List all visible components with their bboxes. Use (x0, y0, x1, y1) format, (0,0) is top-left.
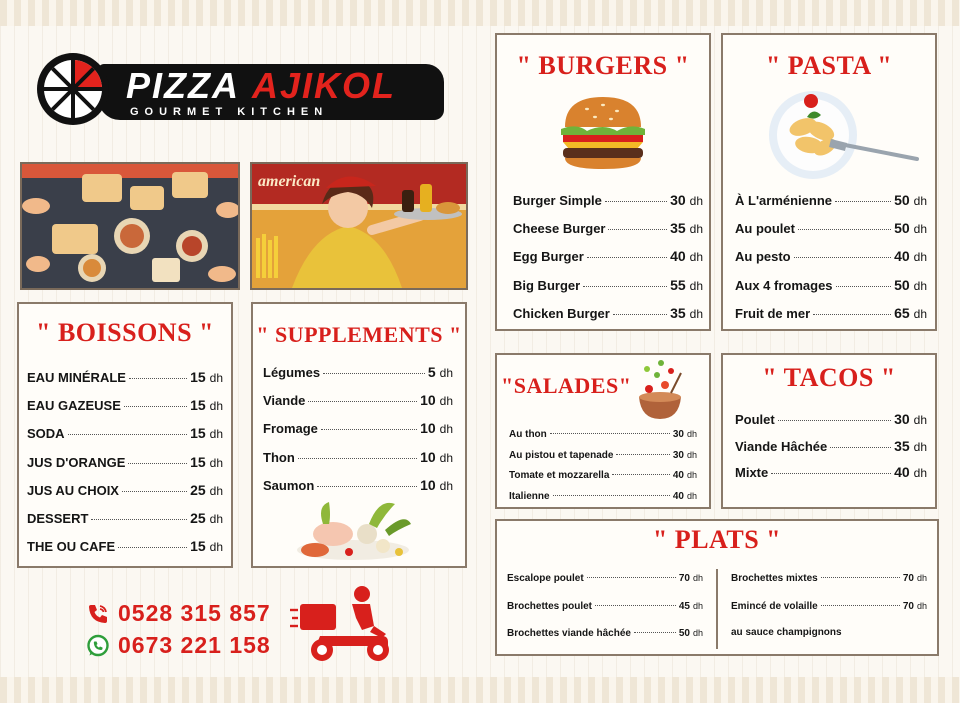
menu-item-currency: dh (686, 470, 697, 480)
menu-item-name: JUS D'ORANGE (27, 454, 126, 470)
menu-item-price: 70 (902, 573, 914, 584)
retro-waitress-photo (250, 162, 468, 290)
vegetables-icon (293, 494, 415, 564)
menu-item-leader-dots (798, 229, 891, 230)
menu-item-currency: dh (686, 449, 697, 460)
menu-item-price: 35 (670, 304, 686, 321)
menu-item-currency: dh (913, 466, 927, 480)
menu-item-leader-dots (550, 433, 670, 434)
menu-item-name: Viande (263, 393, 306, 409)
menu-item-currency: dh (209, 427, 223, 442)
menu-item-price: 15 (190, 538, 206, 555)
menu-item-name: Escalope poulet (507, 573, 584, 584)
phone-number: 0528 315 857 (118, 600, 271, 626)
menu-item-leader-dots (613, 314, 667, 315)
menu-item-currency: dh (439, 478, 453, 493)
whatsapp-icon (86, 634, 110, 658)
menu-item-currency: dh (692, 573, 703, 583)
menu-item-currency: dh (916, 600, 927, 611)
menu-item-currency: dh (689, 278, 703, 293)
menu-item-leader-dots (830, 447, 891, 448)
menu-item-price: 55 (670, 276, 686, 293)
menu-item-name: SODA (27, 426, 65, 442)
menu-item (27, 425, 223, 441)
boissons-title: " BOISSONS " (36, 318, 214, 347)
menu-item-name: Cheese Burger (513, 221, 606, 237)
menu-item-currency: dh (209, 483, 223, 498)
menu-item-name: Brochettes poulet (507, 600, 593, 612)
menu-item-name: Au pesto (735, 249, 791, 265)
plats-note-text: au sauce champignons (731, 627, 842, 638)
menu-item-leader-dots (608, 229, 667, 230)
menu-item-leader-dots (835, 201, 891, 202)
menu-item-name: EAU GAZEUSE (27, 398, 121, 414)
logo-tagline: GOURMET KITCHEN (130, 106, 329, 118)
menu-item-currency: dh (209, 455, 223, 470)
menu-item-leader-dots (595, 605, 676, 606)
menu-item-leader-dots (583, 286, 667, 287)
menu-item (735, 411, 927, 427)
menu-item-name: Brochettes viande hâchée (507, 628, 631, 639)
menu-item-leader-dots (129, 378, 187, 379)
menu-item-currency: dh (209, 371, 223, 385)
menu-item (735, 305, 927, 321)
menu-item (735, 277, 927, 293)
plats-right-note (731, 627, 842, 638)
menu-item-leader-dots (587, 577, 676, 578)
menu-item-currency: dh (913, 278, 927, 293)
menu-item (735, 438, 927, 454)
menu-item-leader-dots (321, 429, 417, 430)
whatsapp-number: 0673 221 158 (118, 632, 271, 658)
menu-item-currency: dh (916, 573, 927, 583)
menu-item (27, 397, 223, 413)
menu-item (731, 601, 927, 612)
menu-item-price: 40 (672, 490, 684, 502)
menu-item-leader-dots (794, 257, 891, 258)
menu-item-name: THE OU CAFE (27, 539, 116, 555)
menu-item (509, 429, 697, 440)
menu-item-name: Légumes (263, 365, 321, 380)
menu-item-name: Mixte (735, 465, 769, 480)
menu-item-leader-dots (778, 420, 891, 421)
phone-icon (86, 602, 110, 626)
tacos-section (721, 353, 937, 509)
menu-item (513, 305, 703, 321)
menu-item-name: JUS AU CHOIX (27, 482, 119, 498)
supplements-title: " SUPPLEMENTS " (256, 322, 462, 347)
menu-item-leader-dots (323, 373, 425, 374)
plats-section (495, 519, 939, 656)
menu-item-price: 40 (672, 470, 684, 481)
menu-item-leader-dots (821, 605, 900, 606)
menu-item-name: Big Burger (513, 277, 581, 293)
menu-item-price: 50 (894, 220, 910, 237)
menu-item-leader-dots (605, 201, 667, 202)
menu-item-leader-dots (298, 458, 417, 459)
pizza-wheel-icon (34, 50, 112, 128)
menu-item-price: 30 (894, 411, 910, 427)
menu-item (513, 248, 703, 264)
menu-item (27, 369, 223, 385)
burger-icon (557, 93, 649, 173)
menu-item-price: 10 (420, 392, 436, 409)
menu-item-price: 40 (894, 464, 910, 480)
menu-item-currency: dh (913, 439, 927, 454)
food-table-photo (20, 162, 240, 290)
menu-item-leader-dots (553, 495, 670, 496)
salades-title: "SALADES" (501, 373, 632, 398)
menu-item (509, 491, 697, 502)
menu-item-currency: dh (686, 429, 697, 439)
menu-item-price: 25 (190, 510, 206, 526)
menu-item-leader-dots (118, 547, 187, 548)
menu-item (735, 248, 927, 264)
menu-item (507, 573, 703, 584)
menu-item-price: 35 (894, 437, 910, 454)
menu-item-currency: dh (209, 399, 223, 414)
food-table-illustration (22, 164, 238, 288)
menu-item-price: 15 (190, 397, 206, 414)
menu-item-name: Italienne (509, 490, 550, 502)
menu-item-price: 10 (420, 420, 436, 437)
top-border-stripe (0, 0, 960, 26)
menu-item-leader-dots (91, 519, 187, 520)
menu-item-name: Egg Burger (513, 249, 584, 265)
menu-item-name: Viande Hâchée (735, 438, 828, 454)
menu-item-price: 70 (902, 600, 914, 612)
menu-item-price: 50 (894, 276, 910, 293)
menu-item-currency: dh (439, 366, 453, 380)
bottom-border-stripe (0, 677, 960, 703)
menu-item-price: 70 (678, 573, 690, 584)
menu-item-price: 10 (420, 448, 436, 465)
menu-item-price: 5 (427, 364, 436, 380)
menu-item-currency: dh (689, 222, 703, 237)
plats-title: " PLATS " (652, 525, 782, 554)
retro-waitress-illustration (252, 164, 466, 288)
menu-item-leader-dots (122, 491, 187, 492)
menu-item-name: Emincé de volaille (731, 600, 818, 612)
pasta-title: " PASTA " (765, 51, 893, 80)
menu-item-currency: dh (692, 628, 703, 638)
salades-section (495, 353, 711, 509)
menu-item (27, 538, 223, 554)
tacos-title: " TACOS " (762, 363, 896, 392)
menu-item-price: 50 (894, 192, 910, 208)
menu-item (509, 470, 697, 481)
logo-word-ajikol: AJIKOL (252, 65, 397, 106)
menu-item-leader-dots (587, 257, 667, 258)
pasta-plate-icon (767, 87, 923, 183)
menu-item-name: Tomate et mozzarella (509, 470, 610, 481)
menu-item-leader-dots (821, 577, 900, 578)
menu-item-name: Chicken Burger (513, 305, 610, 321)
menu-item-leader-dots (68, 434, 188, 435)
menu-item (263, 477, 453, 493)
boissons-section (17, 302, 233, 568)
menu-item (507, 601, 703, 612)
logo-word-pizza: PIZZA (126, 65, 240, 106)
menu-item (735, 464, 927, 480)
burgers-title: " BURGERS " (516, 51, 690, 80)
phone-contact[interactable] (86, 600, 271, 627)
menu-item-leader-dots (634, 632, 676, 633)
menu-item-name: Fromage (263, 421, 318, 437)
menu-item-name: DESSERT (27, 511, 89, 526)
delivery-scooter-icon (290, 584, 394, 664)
menu-item-name: Aux 4 fromages (735, 277, 833, 293)
menu-item-currency: dh (689, 250, 703, 265)
menu-item-leader-dots (128, 463, 187, 464)
menu-item-price: 45 (678, 600, 690, 612)
menu-item (731, 573, 927, 584)
menu-item (263, 420, 453, 436)
menu-item-leader-dots (813, 314, 891, 315)
menu-item (27, 454, 223, 470)
menu-item-currency: dh (913, 250, 927, 265)
menu-item-currency: dh (689, 306, 703, 321)
menu-item-price: 40 (670, 248, 686, 265)
menu-item-name: EAU MINÉRALE (27, 370, 126, 385)
menu-item (507, 628, 703, 639)
menu-item (513, 192, 703, 208)
menu-item-name: Thon (263, 449, 295, 465)
menu-item-name: Au pistou et tapenade (509, 449, 614, 461)
salad-bowl-icon (635, 359, 685, 423)
menu-item-price: 10 (420, 476, 436, 493)
menu-item-leader-dots (771, 473, 891, 474)
menu-item (735, 192, 927, 208)
supplements-section (251, 302, 467, 568)
menu-item-leader-dots (308, 401, 417, 402)
menu-item (263, 449, 453, 465)
menu-item-currency: dh (689, 194, 703, 208)
menu-item-price: 35 (670, 220, 686, 237)
menu-item-price: 15 (190, 453, 206, 470)
menu-item-name: Brochettes mixtes (731, 573, 818, 584)
menu-item-name: Poulet (735, 412, 775, 427)
menu-item-leader-dots (317, 486, 417, 487)
menu-item-currency: dh (913, 194, 927, 208)
menu-item-price: 65 (894, 304, 910, 321)
menu-item-price: 30 (672, 449, 684, 461)
menu-item (263, 364, 453, 380)
menu-item-currency: dh (209, 540, 223, 555)
menu-item-leader-dots (836, 286, 892, 287)
whatsapp-contact[interactable] (86, 632, 271, 659)
menu-item-leader-dots (124, 406, 187, 407)
menu-item-name: Au thon (509, 429, 547, 440)
menu-item-currency: dh (209, 512, 223, 526)
plats-column-divider (716, 569, 718, 649)
menu-item-name: Fruit de mer (735, 305, 811, 321)
menu-item-currency: dh (439, 422, 453, 437)
menu-item-price: 40 (894, 248, 910, 265)
menu-item-currency: dh (692, 600, 703, 611)
menu-item-price: 30 (670, 192, 686, 208)
menu-item (263, 392, 453, 408)
menu-item-name: Saumon (263, 477, 315, 493)
menu-item-price: 30 (672, 429, 684, 440)
menu-item-name: Burger Simple (513, 193, 602, 208)
menu-item (735, 220, 927, 236)
menu-item-currency: dh (913, 306, 927, 321)
menu-item-currency: dh (913, 222, 927, 237)
menu-item-price: 15 (190, 369, 206, 385)
menu-item-price: 25 (190, 481, 206, 498)
menu-item-name: À L'arménienne (735, 193, 833, 208)
brand-logo (34, 50, 446, 128)
menu-item (513, 277, 703, 293)
menu-item-price: 15 (190, 425, 206, 442)
logo-wordmark (126, 65, 397, 106)
menu-item-price: 50 (678, 628, 690, 639)
menu-item-leader-dots (612, 474, 669, 475)
burgers-section (495, 33, 711, 331)
menu-item-currency: dh (686, 490, 697, 501)
retro-sign-text: american (258, 173, 321, 190)
menu-item (513, 220, 703, 236)
menu-item-currency: dh (913, 413, 927, 427)
menu-item (27, 482, 223, 498)
pasta-section (721, 33, 937, 331)
menu-item-name: Au poulet (735, 221, 795, 237)
menu-item-currency: dh (439, 450, 453, 465)
menu-item-leader-dots (616, 454, 669, 455)
menu-item-currency: dh (439, 394, 453, 409)
menu-item (509, 450, 697, 461)
menu-item (27, 510, 223, 526)
